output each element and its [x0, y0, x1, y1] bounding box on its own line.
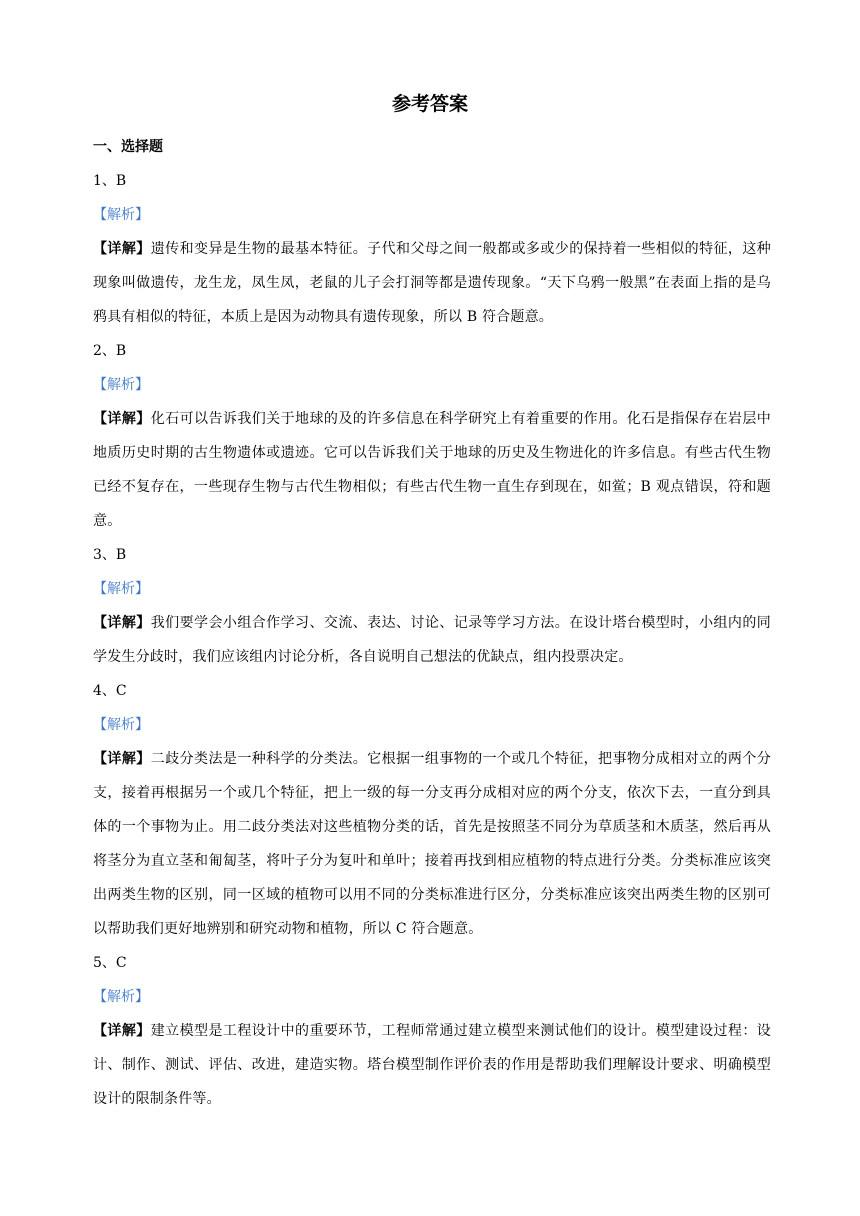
- question-3: [93, 538, 771, 674]
- analysis-label: 【解析】: [93, 207, 149, 223]
- detail-label: 【详解】: [93, 241, 151, 257]
- detail-paragraph: [93, 232, 771, 334]
- detail-text: 二歧分类法是一种科学的分类法。它根据一组事物的一个或几个特征，把事物分成相对立的两个分支，接着再根据另一个或几个特征，把上一级的每一分支再分成相对应的两个分支，依次下去，一直分到具体的一个事物为止。用二歧分类法对这些植物分类的话，首先是按照茎不同分为草质茎和木质茎，然后再从将茎分为直立茎和匍匐茎，将叶子分为复叶和单叶；接着再找到相应植物的特点进行分类。分类标准应该突出两类生物的区别，同一区域的植物可以用不同的分类标准进行区分，分类标准应该突出两类生物的区别可以帮助我们更好地辨别和研究动物和植物，所以 C 符合题意。: [93, 751, 771, 937]
- page-title: 参考答案: [391, 93, 468, 115]
- detail-paragraph: [93, 1014, 771, 1116]
- detail-label: 【详解】: [93, 615, 151, 631]
- answer-content: [93, 130, 771, 1116]
- detail-paragraph: [93, 742, 771, 946]
- detail-text: 化石可以告诉我们关于地球的及的许多信息在科学研究上有着重要的作用。化石是指保存在岩层中地质历史时期的古生物遗体或遗迹。它可以告诉我们关于地球的历史及生物进化的许多信息。有些古代生物已经不复存在，一些现存生物与古代生物相似；有些古代生物一直生存到现在，如鲎；B 观点错误，符和题意。: [93, 411, 771, 529]
- question-number: 2、B: [93, 343, 127, 359]
- section-heading: 一、选择题: [93, 139, 163, 155]
- detail-text: 建立模型是工程设计中的重要环节，工程师常通过建立模型来测试他们的设计。模型建设过程：设计、制作、测试、评估、改进，建造实物。塔台模型制作评价表的作用是帮助我们理解设计要求、明确模型设计的限制条件等。: [93, 1023, 771, 1107]
- question-number: 5、C: [93, 955, 127, 971]
- analysis-label: 【解析】: [93, 581, 149, 597]
- analysis-label: 【解析】: [93, 377, 149, 393]
- question-number: 1、B: [93, 173, 127, 189]
- question-number: 3、B: [93, 547, 127, 563]
- detail-label: 【详解】: [93, 1023, 151, 1039]
- question-5: [93, 946, 771, 1116]
- question-2: [93, 334, 771, 538]
- question-1: [93, 164, 771, 334]
- detail-label: 【详解】: [93, 751, 151, 767]
- analysis-label: 【解析】: [93, 717, 149, 733]
- detail-paragraph: [93, 606, 771, 674]
- detail-text: 遗传和变异是生物的最基本特征。子代和父母之间一般都或多或少的保持着一些相似的特征，这种现象叫做遗传，龙生龙，凤生凤，老鼠的儿子会打洞等都是遗传现象。“天下乌鸦一般黑”在表面上指的是乌鸦具有相似的特征，本质上是因为动物具有遗传现象，所以 B 符合题意。: [93, 241, 771, 325]
- detail-text: 我们要学会小组合作学习、交流、表达、讨论、记录等学习方法。在设计塔台模型时，小组内的同学发生分歧时，我们应该组内讨论分析，各自说明自己想法的优缺点，组内投票决定。: [93, 615, 771, 665]
- question-number: 4、C: [93, 683, 127, 699]
- detail-label: 【详解】: [93, 411, 151, 427]
- analysis-label: 【解析】: [93, 989, 149, 1005]
- question-4: [93, 674, 771, 946]
- detail-paragraph: [93, 402, 771, 538]
